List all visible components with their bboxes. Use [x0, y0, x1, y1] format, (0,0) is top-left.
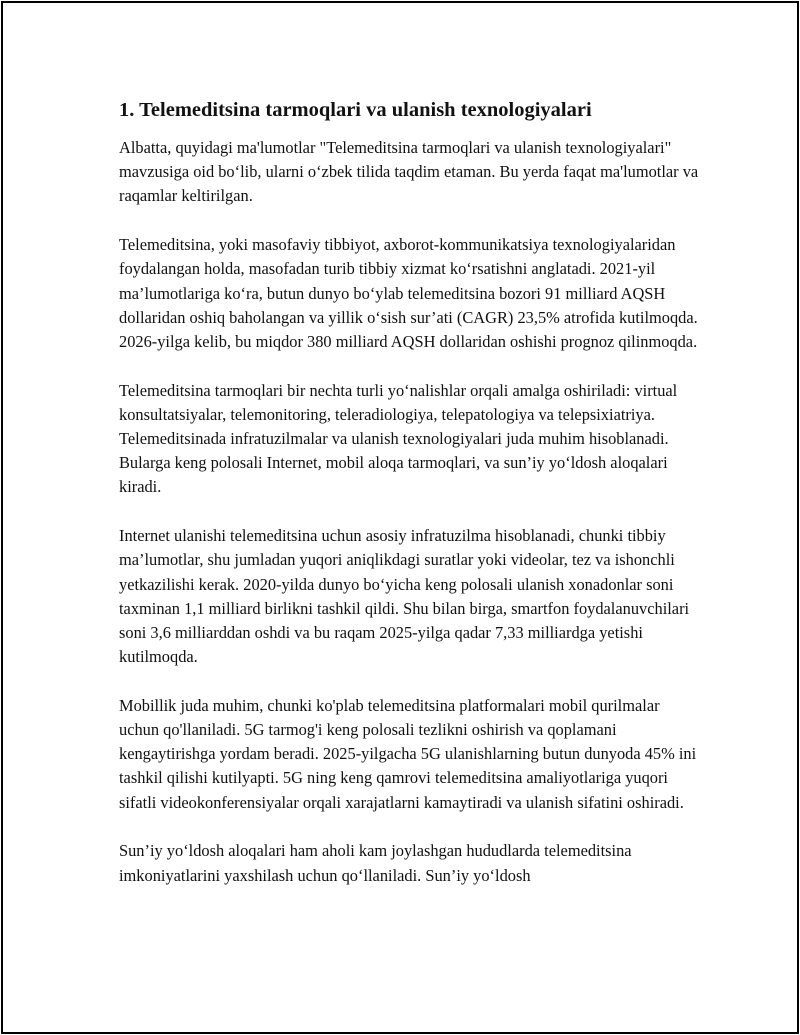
document-content — [119, 97, 699, 912]
paragraph-telemedicine-market: Telemeditsina, yoki masofaviy tibbiyot, axborot-kommunikatsiya texnologiyalaridan foydalangan holda, masofadan turib tibbiy xizmat ko‘rsatishni anglatadi. 2021-yil ma’lumotlariga ko‘ra, butun dunyo bo‘ylab telemeditsina bozori 91 milliard AQSH dollaridan oshiq baholangan va yillik o‘sish sur’ati (CAGR) 23,5% atrofida kutilmoqda. 2026-yilga kelib, bu miqdor 380 milliard AQSH dollaridan oshishi prognoz qilinmoqda. — [119, 235, 698, 351]
document-page — [1, 1, 799, 1034]
paragraph-internet-connectivity: Internet ulanishi telemeditsina uchun asosiy infratuzilma hisoblanadi, chunki tibbiy ma’lumotlar, shu jumladan yuqori aniqlikdagi suratlar yoki videolar, tez va ishonchli yetkazilishi kerak. 2020-yilda dunyo bo‘yicha keng polosali ulanish xonadonlar soni taxminan 1,1 milliard birlikni tashkil qildi. Shu bilan birga, smartfon foydalanuvchilari soni 3,6 milliarddan oshdi va bu raqam 2025-yilga qadar 7,33 milliardga yetishi kutilmoqda. — [119, 526, 690, 667]
section-heading: 1. Telemeditsina tarmoqlari va ulanish texnologiyalari — [119, 99, 592, 121]
paragraph-mobility-5g: Mobillik juda muhim, chunki ko'plab telemeditsina platformalari mobil qurilmalar uchun qo'llaniladi. 5G tarmog'i keng polosali tezlikni oshirish va qoplamani kengaytirishga yordam beradi. 2025-yilgacha 5G ulanishlarning butun dunyoda 45% ini tashkil qilishi kutilyapti. 5G ning keng qamrovi telemeditsina amaliyotlariga yuqori sifatli videokonferensiyalar orqali xarajatlarni kamaytiradi va ulanish sifatini oshiradi. — [119, 695, 697, 812]
paragraph-network-directions: Telemeditsina tarmoqlari bir nechta turli yo‘nalishlar orqali amalga oshiriladi: virtual konsultatsiyalar, telemonitoring, teleradiologiya, telepatologiya va telepsixiatriya. Telemeditsinada infratuzilmalar va ulanish texnologiyalari juda muhim hisoblanadi. Bularga keng polosali Internet, mobil aloqa tarmoqlari, va sun’iy yo‘ldosh aloqalari kiradi. — [119, 380, 678, 497]
paragraph-satellite: Sun’iy yo‘ldosh aloqalari ham aholi kam joylashgan hududlarda telemeditsina imkoniyatlarini yaxshilash uchun qo‘llaniladi. Sun’iy yo‘ldosh — [119, 841, 632, 885]
paragraph-intro: Albatta, quyidagi ma'lumotlar "Telemeditsina tarmoqlari va ulanish texnologiyalari" mavzusiga oid bo‘lib, ularni o‘zbek tilida taqdim etaman. Bu yerda faqat ma'lumotlar va raqamlar keltirilgan. — [119, 138, 699, 206]
